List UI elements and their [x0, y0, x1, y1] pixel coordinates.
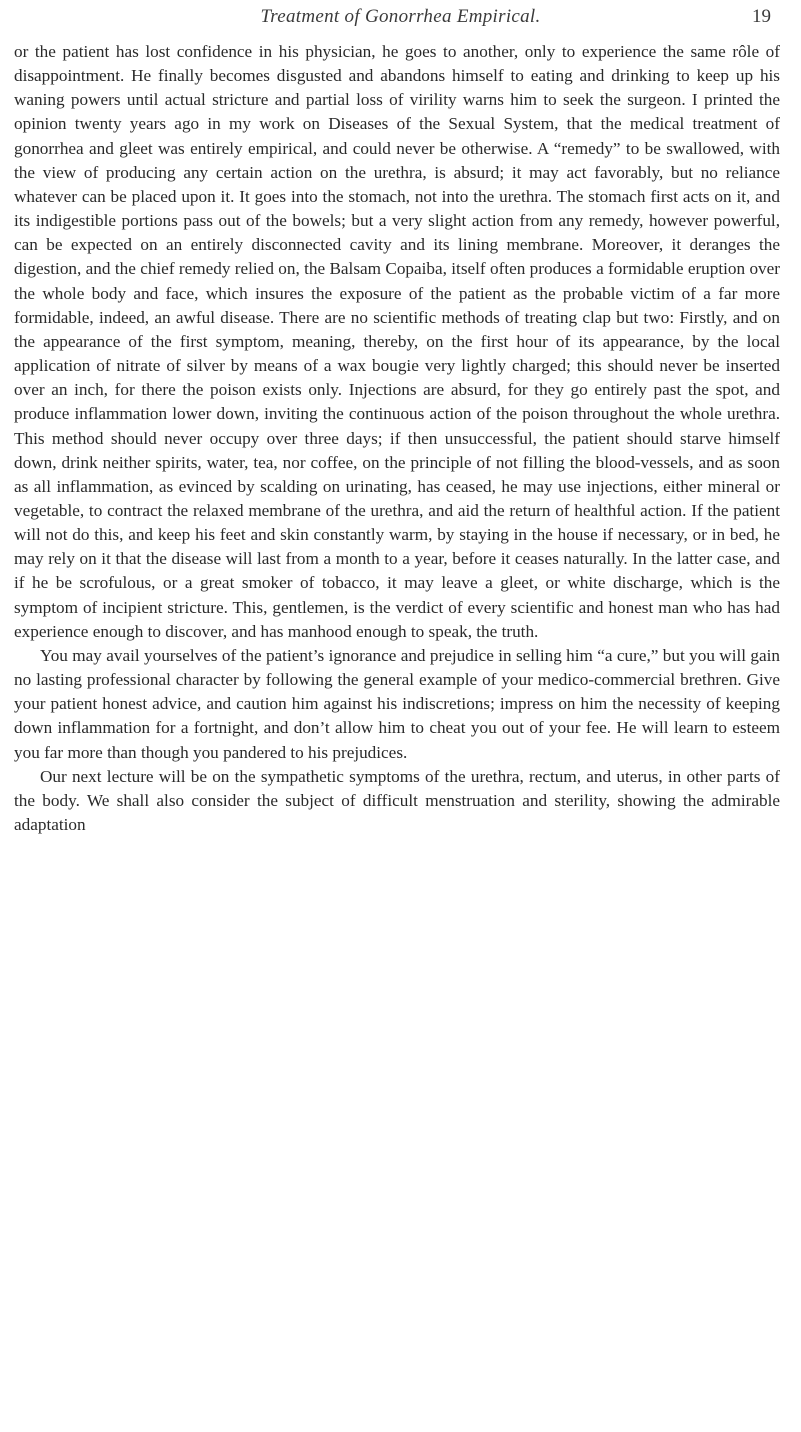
- paragraph-next-lecture: Our next lecture will be on the sympathetic symptoms of the urethra, rectum, and uterus, in other parts of the body. We shall also consider the subject of difficult menstruation and sterility, showing the admirable adaptation: [14, 766, 780, 834]
- running-head: [0, 6, 801, 36]
- running-title: Treatment of Gonorrhea Empirical.: [260, 6, 541, 27]
- body-text: [14, 40, 780, 837]
- paragraph-continued: or the patient has lost confidence in his physician, he goes to another, only to experience the same rôle of disappointment. He finally becomes disgusted and abandons himself to eating and drinking to keep up his waning powers until actual stricture and partial loss of virility warns him to seek the surgeon. I printed the opinion twenty years ago in my work on Diseases of the Sexual System, that the medical treatment of gonorrhea and gleet was entirely empirical, and could never be otherwise. A “remedy” to be swallowed, with the view of producing any certain action on the urethra, is absurd; it may act favorably, but no reliance whatever can be placed upon it. It goes into the stomach, not into the urethra. The stomach first acts on it, and its indigestible portions pass out of the bowels; but a very slight action from any remedy, however powerful, can be expected on an entirely disconnected cavity and its lining membrane. Moreover, it deranges the digestion, and the chief remedy relied on, the Balsam Copaiba, itself often produces a formidable eruption over the whole body and face, which insures the exposure of the patient as the probable victim of a far more formidable, indeed, an awful disease. There are no scientific methods of treating clap but two: Firstly, and on the appearance of the first symptom, meaning, thereby, on the first hour of its appearance, by the local application of nitrate of silver by means of a wax bougie very lightly charged; this should never be inserted over an inch, for there the poison exists only. Injections are absurd, for they go entirely past the spot, and produce inflammation lower down, inviting the continuous action of the poison throughout the whole urethra. This method should never occupy over three days; if then unsuccessful, the patient should starve himself down, drink neither spirits, water, tea, nor coffee, on the principle of not filling the blood-vessels, and as soon as all inflammation, as evinced by scalding on urinating, has ceased, he may use injections, either mineral or vegetable, to contract the relaxed membrane of the urethra, and aid the return of healthful action. If the patient will not do this, and keep his feet and skin constantly warm, by staying in the house if necessary, or in bed, he may rely on it that the disease will last from a month to a year, before it ceases naturally. In the latter case, and if he be scrofulous, or a great smoker of tobacco, it may leave a gleet, or white discharge, which is the symptom of incipient stricture. This, gentlemen, is the verdict of every scientific and honest man who has had experience enough to discover, and has manhood enough to speak, the truth.: [14, 42, 780, 641]
- page-number: 19: [752, 6, 771, 27]
- paragraph-patient-advice: You may avail yourselves of the patient’s ignorance and prejudice in selling him “a cure,” but you will gain no lasting professional character by following the general example of your medico-commercial brethren. Give your patient honest advice, and caution him against his indiscretions; impress on him the necessity of keeping down inflammation for a fortnight, and don’t allow him to cheat you out of your fee. He will learn to esteem you far more than though you pandered to his prejudices.: [14, 645, 780, 762]
